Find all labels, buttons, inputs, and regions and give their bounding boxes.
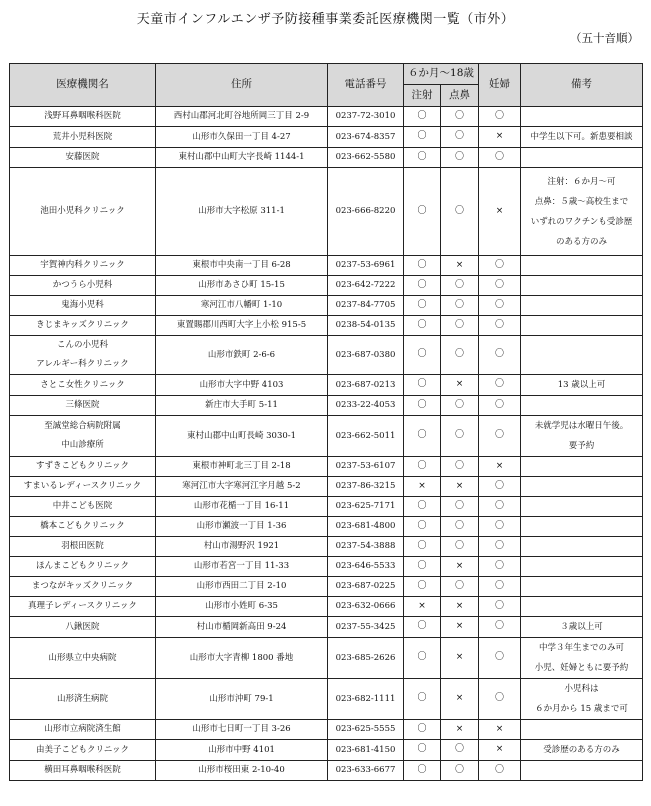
institution-name <box>10 761 156 781</box>
nasal-mark: 〇 <box>441 276 479 296</box>
table-row <box>10 497 643 517</box>
table-row <box>10 148 643 168</box>
institution-name <box>10 296 156 316</box>
address-cell: 東村山郡中山町大字長崎 1144-1 <box>156 148 328 168</box>
table-row <box>10 396 643 416</box>
institution-name-line: 羽根田医院 <box>61 541 104 551</box>
remarks-cell-line: 小児科は <box>564 684 599 694</box>
table-row <box>10 168 643 256</box>
injection-mark: 〇 <box>404 276 441 296</box>
institution-name <box>10 457 156 477</box>
table-row <box>10 457 643 477</box>
phone-cell: 0237-55-3425 <box>328 617 404 638</box>
address-cell: 山形市若宮一丁目 11-33 <box>156 557 328 577</box>
injection-mark: 〇 <box>404 396 441 416</box>
institution-name-line: 山形済生病院 <box>56 693 108 704</box>
pregnant-mark: 〇 <box>479 316 521 336</box>
remarks-cell <box>521 761 643 781</box>
phone-cell: 023-633-6677 <box>328 761 404 781</box>
phone-cell: 023-681-4800 <box>328 517 404 537</box>
injection-mark: 〇 <box>404 740 441 761</box>
remarks-cell-line: 13 歳以上可 <box>557 380 606 390</box>
nasal-mark: 〇 <box>441 740 479 761</box>
pregnant-mark: × <box>479 740 521 761</box>
institution-name <box>10 336 156 375</box>
remarks-cell <box>521 517 643 537</box>
nasal-mark: × <box>441 638 479 679</box>
nasal-mark: × <box>441 597 479 617</box>
address-cell: 村山市湯野沢 1921 <box>156 537 328 557</box>
header-age-group: ６か月～18歳 <box>404 64 479 85</box>
pregnant-mark: 〇 <box>479 336 521 375</box>
institution-name-line: 中井こども医院 <box>52 501 113 511</box>
table-row <box>10 477 643 497</box>
injection-mark: 〇 <box>404 168 441 256</box>
injection-mark: 〇 <box>404 296 441 316</box>
header-name: 医療機関名 <box>10 64 156 107</box>
institution-name <box>10 617 156 638</box>
nasal-mark: 〇 <box>441 336 479 375</box>
address-cell: 山形市鉄町 2-6-6 <box>156 336 328 375</box>
table-row <box>10 256 643 276</box>
injection-mark: 〇 <box>404 517 441 537</box>
institution-name-line: すずきこどもクリニック <box>35 461 130 471</box>
pregnant-mark: 〇 <box>479 148 521 168</box>
nasal-mark: 〇 <box>441 316 479 336</box>
institution-name-line: 山形市立病院済生館 <box>44 724 121 734</box>
pregnant-mark: 〇 <box>479 537 521 557</box>
address-cell: 山形市大字松原 311-1 <box>156 168 328 256</box>
remarks-cell <box>521 296 643 316</box>
institution-name <box>10 679 156 720</box>
institution-name-line: 三條医院 <box>65 400 100 410</box>
pregnant-mark: 〇 <box>479 375 521 396</box>
institution-name-line: 浅野耳鼻咽喉科医院 <box>44 111 121 121</box>
table-row <box>10 517 643 537</box>
phone-cell: 023-674-8357 <box>328 127 404 148</box>
phone-cell: 0237-53-6961 <box>328 256 404 276</box>
table-row <box>10 375 643 396</box>
address-cell: 寒河江市八幡町 1-10 <box>156 296 328 316</box>
phone-cell: 023-632-0666 <box>328 597 404 617</box>
nasal-mark: × <box>441 679 479 720</box>
remarks-cell <box>521 148 643 168</box>
pregnant-mark: 〇 <box>479 107 521 127</box>
institution-name <box>10 740 156 761</box>
remarks-cell-line: 点鼻：５歳～高校生まで <box>534 196 629 207</box>
header-nasal: 点鼻 <box>441 85 479 107</box>
nasal-mark: 〇 <box>441 457 479 477</box>
institution-name-line: 宇賀神内科クリニック <box>40 260 125 270</box>
address-cell: 山形市西田二丁目 2-10 <box>156 577 328 597</box>
medical-institution-table <box>9 63 643 781</box>
nasal-mark: × <box>441 375 479 396</box>
institution-name-line: 池田小児科クリニック <box>40 206 125 216</box>
institution-name-line: かつうら小児科 <box>52 280 113 290</box>
injection-mark: 〇 <box>404 107 441 127</box>
injection-mark: 〇 <box>404 497 441 517</box>
institution-name-line: ほんまこどもクリニック <box>36 561 129 571</box>
pregnant-mark: × <box>479 127 521 148</box>
nasal-mark: × <box>441 557 479 577</box>
nasal-mark: 〇 <box>441 296 479 316</box>
institution-name <box>10 720 156 740</box>
pregnant-mark: 〇 <box>479 557 521 577</box>
phone-cell: 0238-54-0135 <box>328 316 404 336</box>
phone-cell: 023-662-5580 <box>328 148 404 168</box>
phone-cell: 0237-84-7705 <box>328 296 404 316</box>
institution-name <box>10 375 156 396</box>
injection-mark: 〇 <box>404 256 441 276</box>
institution-name <box>10 557 156 577</box>
pregnant-mark: 〇 <box>479 597 521 617</box>
table-row <box>10 537 643 557</box>
institution-name <box>10 127 156 148</box>
header-pregnant: 妊婦 <box>479 64 521 107</box>
table-row <box>10 617 643 638</box>
nasal-mark: 〇 <box>441 148 479 168</box>
remarks-cell <box>521 638 643 679</box>
address-cell: 山形市中野 4101 <box>156 740 328 761</box>
institution-name-line: 鬼海小児科 <box>61 300 104 310</box>
phone-cell: 023-666-8220 <box>328 168 404 256</box>
remarks-cell-line: ６か月から 15 歳まで可 <box>535 704 628 714</box>
nasal-mark: 〇 <box>441 577 479 597</box>
injection-mark: 〇 <box>404 375 441 396</box>
remarks-cell <box>521 477 643 497</box>
nasal-mark: × <box>441 720 479 740</box>
institution-name-line: 橋本こどもクリニック <box>40 521 125 531</box>
pregnant-mark: 〇 <box>479 617 521 638</box>
remarks-cell-line: 中学３年生までのみ可 <box>538 643 624 653</box>
institution-name-line: さとこ女性クリニック <box>40 379 125 390</box>
table-row <box>10 761 643 781</box>
injection-mark: 〇 <box>404 336 441 375</box>
institution-name-line: すまいるレディースクリニック <box>23 481 142 491</box>
phone-cell: 023-642-7222 <box>328 276 404 296</box>
address-cell: 山形市桜田東 2-10-40 <box>156 761 328 781</box>
remarks-cell-line: 要予約 <box>568 441 595 451</box>
institution-name-line: アレルギー科クリニック <box>36 359 129 369</box>
table-row <box>10 336 643 375</box>
injection-mark: × <box>404 477 441 497</box>
address-cell: 村山市楯岡新高田 9-24 <box>156 617 328 638</box>
injection-mark: 〇 <box>404 617 441 638</box>
remarks-cell <box>521 336 643 375</box>
remarks-cell <box>521 316 643 336</box>
address-cell: 山形市あさひ町 15-15 <box>156 276 328 296</box>
remarks-cell <box>521 375 643 396</box>
nasal-mark: 〇 <box>441 416 479 457</box>
institution-name-line: きじまキッズクリニック <box>36 320 129 330</box>
injection-mark: 〇 <box>404 537 441 557</box>
institution-name <box>10 638 156 679</box>
nasal-mark: 〇 <box>441 761 479 781</box>
institution-name <box>10 477 156 497</box>
nasal-mark: × <box>441 617 479 638</box>
address-cell: 山形市大字中野 4103 <box>156 375 328 396</box>
phone-cell: 023-625-5555 <box>328 720 404 740</box>
pregnant-mark: 〇 <box>479 256 521 276</box>
table-header <box>10 64 643 107</box>
remarks-cell <box>521 740 643 761</box>
pregnant-mark: 〇 <box>479 477 521 497</box>
table-row <box>10 316 643 336</box>
table-row <box>10 577 643 597</box>
institution-name <box>10 537 156 557</box>
injection-mark: 〇 <box>404 316 441 336</box>
remarks-cell <box>521 396 643 416</box>
address-cell: 東根市神町北三丁目 2-18 <box>156 457 328 477</box>
pregnant-mark: × <box>479 168 521 256</box>
injection-mark: 〇 <box>404 148 441 168</box>
pregnant-mark: 〇 <box>479 638 521 679</box>
remarks-cell-line: 未就学児は水曜日午後。 <box>534 421 629 431</box>
institution-name <box>10 316 156 336</box>
phone-cell: 0237-86-3215 <box>328 477 404 497</box>
table-row <box>10 416 643 457</box>
header-remarks: 備考 <box>521 64 643 107</box>
phone-cell: 023-685-2626 <box>328 638 404 679</box>
remarks-cell <box>521 720 643 740</box>
institution-name <box>10 517 156 537</box>
phone-cell: 0237-53-6107 <box>328 457 404 477</box>
remarks-cell <box>521 256 643 276</box>
header-injection: 注射 <box>404 85 441 107</box>
table-row <box>10 296 643 316</box>
nasal-mark: 〇 <box>441 517 479 537</box>
nasal-mark: × <box>441 477 479 497</box>
nasal-mark: 〇 <box>441 127 479 148</box>
pregnant-mark: 〇 <box>479 296 521 316</box>
institution-name-line: 安藤医院 <box>65 152 100 162</box>
remarks-cell <box>521 497 643 517</box>
table-row <box>10 638 643 679</box>
injection-mark: 〇 <box>404 457 441 477</box>
table-row <box>10 740 643 761</box>
institution-name <box>10 148 156 168</box>
remarks-cell <box>521 597 643 617</box>
table-body <box>10 107 643 781</box>
phone-cell: 023-662-5011 <box>328 416 404 457</box>
phone-cell: 023-681-4150 <box>328 740 404 761</box>
remarks-cell <box>521 557 643 577</box>
institution-name <box>10 256 156 276</box>
remarks-cell <box>521 577 643 597</box>
pregnant-mark: × <box>479 457 521 477</box>
injection-mark: 〇 <box>404 679 441 720</box>
pregnant-mark: 〇 <box>479 761 521 781</box>
remarks-cell <box>521 617 643 638</box>
remarks-cell <box>521 276 643 296</box>
address-cell: 山形市久保田一丁目 4-27 <box>156 127 328 148</box>
institution-name-line: 八鍬医院 <box>65 621 100 632</box>
address-cell: 東根市中央南一丁目 6-28 <box>156 256 328 276</box>
remarks-cell-line: 小児、妊婦ともに要予約 <box>534 663 629 673</box>
injection-mark: × <box>404 597 441 617</box>
institution-name-line: 山形県立中央病院 <box>48 652 117 663</box>
institution-name-line: こんの小児科 <box>56 340 108 350</box>
injection-mark: 〇 <box>404 577 441 597</box>
nasal-mark: 〇 <box>441 537 479 557</box>
address-cell: 山形市七日町一丁目 3-26 <box>156 720 328 740</box>
remarks-cell <box>521 127 643 148</box>
institution-name <box>10 577 156 597</box>
pregnant-mark: 〇 <box>479 577 521 597</box>
institution-name-line: 荒井小児科医院 <box>52 131 113 142</box>
address-cell: 山形市瀬波一丁目 1-36 <box>156 517 328 537</box>
institution-name-line: まつながキッズクリニック <box>31 581 134 591</box>
remarks-cell <box>521 457 643 477</box>
address-cell: 山形市大字青柳 1800 番地 <box>156 638 328 679</box>
remarks-cell <box>521 679 643 720</box>
table-row <box>10 679 643 720</box>
pregnant-mark: 〇 <box>479 276 521 296</box>
phone-cell: 023-687-0213 <box>328 375 404 396</box>
phone-cell: 0233-22-4053 <box>328 396 404 416</box>
address-cell: 山形市沖町 79-1 <box>156 679 328 720</box>
table-row <box>10 107 643 127</box>
pregnant-mark: 〇 <box>479 679 521 720</box>
nasal-mark: × <box>441 256 479 276</box>
header-phone: 電話番号 <box>328 64 404 107</box>
nasal-mark: 〇 <box>441 396 479 416</box>
nasal-mark: 〇 <box>441 497 479 517</box>
table-row <box>10 557 643 577</box>
pregnant-mark: 〇 <box>479 497 521 517</box>
phone-cell: 023-687-0380 <box>328 336 404 375</box>
address-cell: 寒河江市大字寒河江字月越 5-2 <box>156 477 328 497</box>
address-cell: 西村山郡河北町谷地所岡三丁目 2-9 <box>156 107 328 127</box>
phone-cell: 0237-72-3010 <box>328 107 404 127</box>
pregnant-mark: × <box>479 720 521 740</box>
institution-name <box>10 416 156 457</box>
address-cell: 山形市小姓町 6-35 <box>156 597 328 617</box>
institution-name <box>10 497 156 517</box>
institution-name <box>10 597 156 617</box>
injection-mark: 〇 <box>404 720 441 740</box>
address-cell: 東置賜郡川西町大字上小松 915-5 <box>156 316 328 336</box>
remarks-cell-line: 中学生以下可。新患要相談 <box>530 132 633 142</box>
remarks-cell <box>521 416 643 457</box>
injection-mark: 〇 <box>404 127 441 148</box>
document-title: 天童市インフルエンザ予防接種事業委託医療機関一覧（市外） <box>136 12 515 27</box>
table-row <box>10 720 643 740</box>
phone-cell: 023-625-7171 <box>328 497 404 517</box>
remarks-cell-line: ３歳以上可 <box>560 622 603 632</box>
injection-mark: 〇 <box>404 638 441 679</box>
table-row <box>10 597 643 617</box>
remarks-cell-line: いずれのワクチンも受診歴 <box>530 216 633 227</box>
institution-name <box>10 276 156 296</box>
injection-mark: 〇 <box>404 557 441 577</box>
address-cell: 東村山郡中山町長崎 3030-1 <box>156 416 328 457</box>
table-row <box>10 276 643 296</box>
pregnant-mark: 〇 <box>479 396 521 416</box>
remarks-cell-line: 受診歴のある方のみ <box>543 745 620 755</box>
table-row <box>10 127 643 148</box>
phone-cell: 023-646-5533 <box>328 557 404 577</box>
nasal-mark: 〇 <box>441 107 479 127</box>
pregnant-mark: 〇 <box>479 416 521 457</box>
institution-name <box>10 168 156 256</box>
institution-name-line: 中山診療所 <box>61 440 104 450</box>
remarks-cell-line: 注射：６か月～可 <box>547 176 616 187</box>
phone-cell: 023-682-1111 <box>328 679 404 720</box>
institution-name <box>10 107 156 127</box>
phone-cell: 0237-54-3888 <box>328 537 404 557</box>
address-cell: 新庄市大手町 5-11 <box>156 396 328 416</box>
address-cell: 山形市花楯一丁目 16-11 <box>156 497 328 517</box>
institution-name-line: 真理子レディースクリニック <box>28 601 137 611</box>
institution-name <box>10 396 156 416</box>
injection-mark: 〇 <box>404 761 441 781</box>
phone-cell: 023-687-0225 <box>328 577 404 597</box>
institution-name-line: 至誠堂総合病院附属 <box>44 421 121 431</box>
injection-mark: 〇 <box>404 416 441 457</box>
pregnant-mark: 〇 <box>479 517 521 537</box>
remarks-cell <box>521 107 643 127</box>
order-note: （五十音順） <box>570 31 639 45</box>
remarks-cell <box>521 537 643 557</box>
nasal-mark: 〇 <box>441 168 479 256</box>
institution-name-line: 横田耳鼻咽喉科医院 <box>44 765 121 775</box>
remarks-cell-line: のある方のみ <box>555 236 607 247</box>
header-address: 住所 <box>156 64 328 107</box>
institution-name-line: 由美子こどもクリニック <box>36 744 129 755</box>
remarks-cell <box>521 168 643 256</box>
